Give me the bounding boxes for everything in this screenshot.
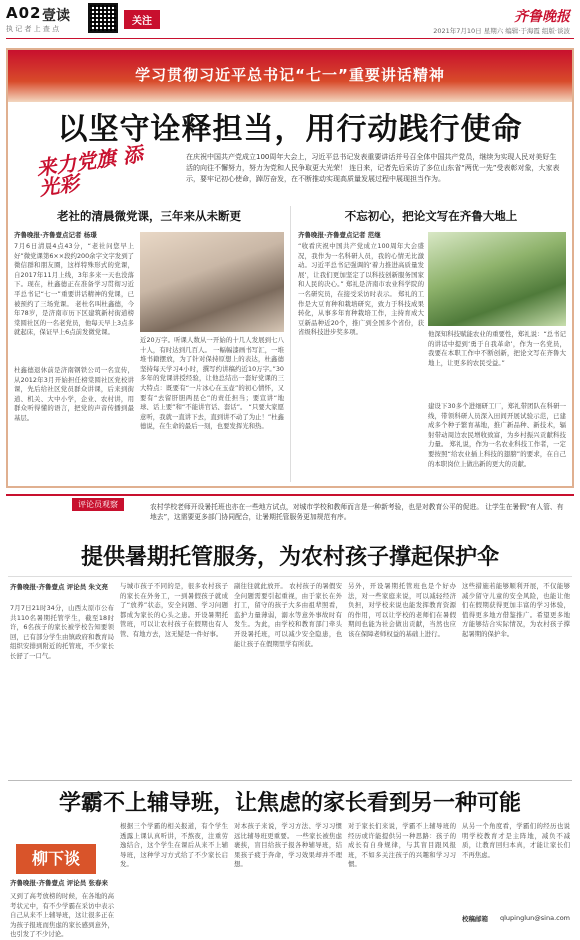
- qr-code-icon: [88, 3, 118, 33]
- column-col-4: 对于家长们来说，学霸不上辅导班的经历或许能提供另一种思路：孩子的成长有自身规律，与其盲目跟风报班，不如多关注孩子的兴趣和学习习惯。: [348, 822, 456, 869]
- commentary-col-5: 这些措施若能够顺利开展，不仅能够减少留守儿童的安全风险，也能让他们在假期获得更加丰富的学习体验，值得更多地方借鉴推广。希望更多地方能够结合实际情况，为农村孩子撑起暑期的保护伞。: [462, 582, 570, 638]
- newspaper-logo: 齐鲁晚报: [514, 9, 570, 25]
- column-col-3: 对本孩子来说，学习方法、学习习惯远比辅导班更重要。 一些家长被焦虑裹挟，盲目给孩子报各种辅导班，结果孩子疲于奔命，学习效果却并不理想。: [234, 822, 342, 869]
- column-byline: 齐鲁晚报·齐鲁壹点 评论员 张春来: [10, 879, 108, 887]
- left-article-subhead: 老社的清晨微党课，三年来从未断更: [57, 209, 241, 223]
- editor-line: 执 记 者 上 查 点: [6, 25, 60, 33]
- right-col-b: 他深知科技赋能农业的重要性，郑礼说：“总书记的讲话中提到‘勇于自我革命’，作为一名党员，我要在本职工作中不断创新，把论文写在齐鲁大地上，让更多的农民受益。”: [428, 330, 566, 367]
- section3-rule: [8, 780, 572, 781]
- column-col-2: 根据三个学霸的相关报道，有个学生透露上课认真听讲，不熬夜，注重劳逸结合，这个学生在课后从来不上辅导班，这种学习方式给了不少家长启发。: [120, 822, 228, 869]
- section-name: 壹读: [42, 8, 70, 24]
- main-headline: 以坚守诠释担当，用行动践行使命: [57, 112, 523, 147]
- date-line: 2021年7月10日 星期六 编辑·于海霞 组版·谈波: [433, 27, 570, 35]
- footer-email[interactable]: qlupinglun@sina.com: [500, 914, 571, 922]
- portrait-photo: [140, 232, 284, 332]
- commentary-col-3: 副往往就此放开。 农村孩子的暑假安全问题需要引起重视，由于家长在外打工，留守的孩子大多由祖辈照看，监护力量薄弱，溺水等意外事故时有发生。为此，由学校和教育部门牵头开设暑托班，可以减少安全隐患，也能让孩子在假期里学有所获。: [234, 582, 342, 648]
- column-stamp: 柳下谈: [16, 844, 96, 874]
- right-col-a: “收看庆祝中国共产党成立100周年大会盛况，我作为一名科研人员，我的心情无比激动。习近平总书记强调的‘着力推进高质量发展’，让我们更加坚定了以科技创新服务国家和人民的决心。” 郑礼是济南市农业科学院的一名研究员，在接受采访时表示。 郑礼的工作是大豆育种和栽培研究，致力于科技成果转化，从事多年育种栽培工作，主持育成大豆新品种近20个，推广到全国多个省份，获省级科技进步奖多项。: [298, 242, 424, 337]
- headline-rule: [8, 576, 572, 577]
- banner-title: 学习贯彻习近平总书记“七一”重要讲话精神: [135, 66, 445, 84]
- left-byline: 齐鲁晚报·齐鲁壹点记者 杨璟: [14, 231, 97, 239]
- commentary-col-1: 7月7日21时34分，山西太原市公布共110名暑期托管学生，截至18时许，6名孩子的家长被学校告知要领回，已有部分学生由镇政府和教育局组织安排到附近的托管班，不少家长长舒了一口气。: [10, 604, 114, 660]
- commentary-col-2: 与城市孩子不同的是，很多农村孩子的家长在外务工，一到暑假孩子就成了“放养”状态，安全问题、学习问题都成为家长的心头之患。开设暑期托管班，可以让农村孩子在假期也有人管、有地方去，这无疑是一件好事。: [120, 582, 228, 638]
- left-col-b: 杜鑫德退休前是济南钢铁公司一名宣传，从2012年3月开始担任榜棠圆社区党校讲课，先后给社区党员群众讲课，后来到街道、机关、大中小学，企业、农村讲，用群众听得懂的语言，把党的声音传播到最基层。: [14, 366, 134, 422]
- page-number: A02: [6, 4, 42, 22]
- commentary-tag: 评论员观察: [72, 498, 124, 511]
- column-col-5: 从另一个角度看，学霸们的经历也说明学校教育才是主阵地，减负不减质，让教育回归本真，才能让家长们不再焦虑。: [462, 822, 570, 859]
- field-photo: [428, 232, 566, 326]
- column-col-1: 又到了高考放榜的时候，在各地的高考状元中，有不少学霸在采访中表示自己从来不上辅导班，这让很多正在为孩子报班而焦虑的家长感到意外，也引发了不少讨论。: [10, 892, 114, 939]
- footer-label: 校稿邮箱: [462, 915, 488, 923]
- section-tag: 关注: [124, 10, 160, 29]
- column-headline: 学霸不上辅导班，让焦虑的家长看到另一种可能: [58, 791, 521, 816]
- banner-intro: 在庆祝中国共产党成立100周年大会上，习近平总书记发表重要讲话并号召全体中国共产党员，继续为实现人民对美好生活的向往不懈努力，努力为党和人民争取更大光荣！ 连日来，记者先后采访了多位山东省“两优一先”受表彰对象，大家表示，要牢记初心使命，踔厉奋发，在不断推动实现高质量发展过程中展现担当作为。: [186, 153, 560, 183]
- commentary-byline: 齐鲁晚报·齐鲁壹点 评论员 朱文亮: [10, 583, 108, 591]
- commentary-headline: 提供暑期托管服务，为农村孩子撑起保护伞: [80, 545, 499, 570]
- banner-stamp: 来力党旗 添光彩: [34, 141, 145, 201]
- left-col-c: 近20万字。听课人数从一开始的十几人发展到七八十人，有时达到几百人。 一幅幅漆画书写汇，一堆堆书籍摆放，为了针对保持原想上的表达，杜鑫德坚持每天学习4小时，撰写约讲稿约近10万字。”30多年的党课讲授经验，让他总结出一套好党课的三大特点：既要有“一片冰心在玉壶”的初心情怀，又要有“去留肝胆两昆仑”的责任担当；要宣讲“地球、话上要”和“不能讲官话、套话”。 “只要大家愿意听，我就一直讲下去，直到讲不动了为止！”杜鑫德说，在生命的最后一刻，也要发挥光和热。: [140, 336, 284, 431]
- right-article-subhead: 不忘初心，把论文写在齐鲁大地上: [344, 209, 518, 223]
- right-byline: 齐鲁晚报·齐鲁壹点记者 范继: [298, 231, 381, 239]
- commentary-lede: 农村学校老师开设暑托班也亦在一些地方试点，对城市学校和教师而言是一种新考验，也是对教育公平的促进。 让学生在暑假“有人管、有地去”，这需要更多部门协同配合，让暑期托管服务更加规范有序。: [150, 503, 564, 521]
- column-divider: [290, 206, 291, 482]
- right-col-c: 建设下30多个进细研工厂，郑礼带团队在科研一线，带领科研人员深入田间开展试验示范，已建成多个种子繁育基地，推广新品种、新技术，辐射带动周边农民增收致富，为乡村振兴贡献科技力量。 郑礼说，作为一名农业科技工作者，一定要按照“给农业插上科技的翅膀”的要求，在自己的本职岗位上做出新的更大的贡献。: [428, 402, 566, 468]
- header-divider: [6, 38, 574, 39]
- left-col-a: 7月6日清晨4点43分，“老社问您早上好”微党课第6××段约200余字文字发到了微信群和朋友圈，这样特殊形式的党课，自2017年11月上线，3年多来一天也没落下。现在，杜鑫德正在准备学习贯彻习近平总书记“七一”重要讲话精神的党课，已被预约了三场党课。 老杜名叫杜鑫德，今年78岁，是济南市历下区建筑新村街道榜棠圆社区的一名老党员，他每天早上3点多就起床，保证早上6点前发微党课。: [14, 242, 134, 337]
- section-divider: [6, 494, 574, 496]
- commentary-col-4: 另外，开设暑期托管班也是个好办法，对一些家庭来说，可以减轻经济负担，对学校来说也能发挥教育资源的作用，可以让学校的老师们在暑假期间也能为社会做出贡献，当然也应该在保障老师权益的基础上进行。: [348, 582, 456, 638]
